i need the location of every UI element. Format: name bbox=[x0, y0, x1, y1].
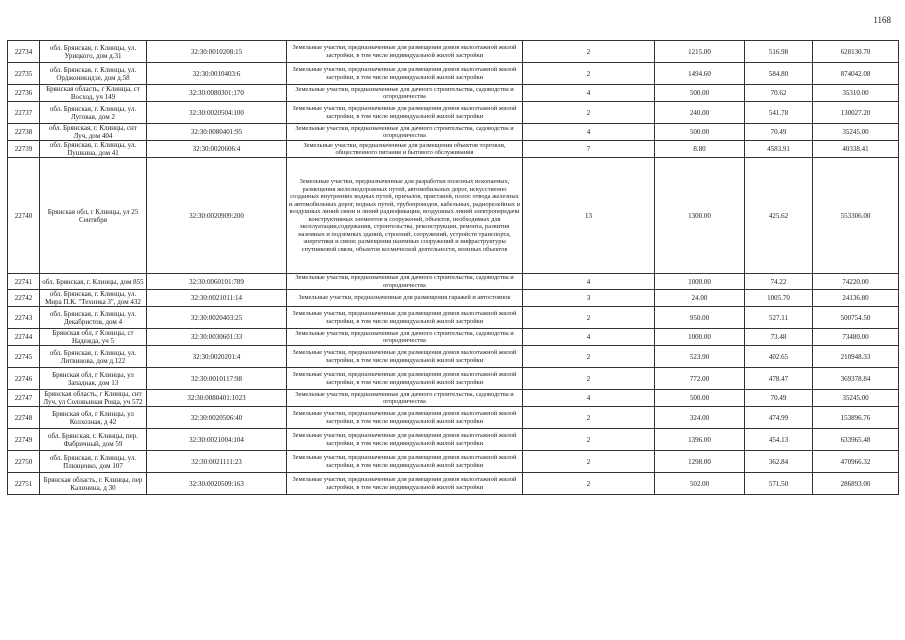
row-cadastral-number: 32:30:0080401:95 bbox=[147, 124, 287, 141]
row-land-use-purpose: Земельные участки, предназначенные для размещения домов малоэтажной жилой застройки, в том числе индивидуальной жилой застройки bbox=[287, 473, 523, 495]
row-address: Брянская обл, г Клинцы, ул Колхозная, д 42 bbox=[40, 407, 147, 429]
row-area: 1215.00 bbox=[655, 41, 745, 63]
row-specific-value: 584.80 bbox=[745, 63, 813, 85]
table-row bbox=[8, 429, 899, 451]
row-specific-value: 454.13 bbox=[745, 429, 813, 451]
row-land-use-purpose: Земельные участки, предназначенные для размещения домов малоэтажной жилой застройки, в том числе индивидуальной жилой застройки bbox=[287, 307, 523, 329]
table-row bbox=[8, 346, 899, 368]
row-land-use-purpose: Земельные участки, предназначенные для размещения домов малоэтажной жилой застройки, в том числе индивидуальной жилой застройки bbox=[287, 346, 523, 368]
row-cadastral-value: 633965.48 bbox=[813, 429, 899, 451]
row-cadastral-value: 628130.70 bbox=[813, 41, 899, 63]
row-address: Брянская обл, г Клинцы, ул Западная, дом 13 bbox=[40, 368, 147, 390]
row-use-group: 4 bbox=[523, 329, 655, 346]
row-specific-value: 478.47 bbox=[745, 368, 813, 390]
row-specific-value: 70.62 bbox=[745, 85, 813, 102]
row-address: обл. Брянская, г. Клинцы, пер. Фабричный, дом 59 bbox=[40, 429, 147, 451]
table-row bbox=[8, 329, 899, 346]
row-cadastral-value: 286893.00 bbox=[813, 473, 899, 495]
row-address: обл. Брянская, г. Клинцы, ул. Луговая, дом 2 bbox=[40, 102, 147, 124]
row-specific-value: 70.49 bbox=[745, 124, 813, 141]
row-use-group: 2 bbox=[523, 307, 655, 329]
row-cadastral-number: 32:30:0010117:98 bbox=[147, 368, 287, 390]
row-area: 24.00 bbox=[655, 290, 745, 307]
table-row bbox=[8, 307, 899, 329]
row-cadastral-value: 553306.00 bbox=[813, 158, 899, 274]
row-use-group: 2 bbox=[523, 473, 655, 495]
table-row bbox=[8, 85, 899, 102]
row-address: обл. Брянская, г. Клинцы, ул. Орджоникидзе, дом д.58 bbox=[40, 63, 147, 85]
row-code: 22740 bbox=[8, 158, 40, 274]
row-area: 772.00 bbox=[655, 368, 745, 390]
row-land-use-purpose: Земельные участки, предназначенные для разработки полезных ископаемых, размещения железнодорожных путей, автомобильных дорог, искусственно созданных внутренних водных путей, причалов, пристаней, полос отвода железных и автомобильных дорог, водных путей, трубопроводов, кабельных, радиорелейных и воздушных линий связи и линий радиофикации, воздушных линий электропередачи конструктивных элементов и сооружений, объектов, необходимых для эксплуатации,содержания, строительства, реконструкции, ремонта, развития наземных и подземных зданий, строений, сооружений, устройств транспорта, энергетики и связи; размещения наземных сооружений и инфраструктуры спутниковой связи, объектов космической деятельности, военных объектов bbox=[287, 158, 523, 274]
row-area: 500.00 bbox=[655, 390, 745, 407]
row-address: обл. Брянская, г. Клинцы, ул. Урицкого, дом д.31 bbox=[40, 41, 147, 63]
row-code: 22748 bbox=[8, 407, 40, 429]
table-row bbox=[8, 390, 899, 407]
row-specific-value: 74.22 bbox=[745, 274, 813, 290]
row-cadastral-number: 32:30:0010208:15 bbox=[147, 41, 287, 63]
row-cadastral-number: 32:30:0080301:170 bbox=[147, 85, 287, 102]
row-area: 500.00 bbox=[655, 85, 745, 102]
row-code: 22750 bbox=[8, 451, 40, 473]
row-area: 523.90 bbox=[655, 346, 745, 368]
cadastral-valuation-table bbox=[7, 40, 899, 495]
row-code: 22751 bbox=[8, 473, 40, 495]
row-specific-value: 362.84 bbox=[745, 451, 813, 473]
row-use-group: 4 bbox=[523, 390, 655, 407]
row-area: 240.00 bbox=[655, 102, 745, 124]
row-use-group: 4 bbox=[523, 85, 655, 102]
row-cadastral-value: 153896.76 bbox=[813, 407, 899, 429]
table-row bbox=[8, 473, 899, 495]
row-area: 324.00 bbox=[655, 407, 745, 429]
table-row bbox=[8, 158, 899, 274]
row-cadastral-number: 32:30:0021004:104 bbox=[147, 429, 287, 451]
row-specific-value: 425.62 bbox=[745, 158, 813, 274]
table-row bbox=[8, 41, 899, 63]
row-cadastral-value: 210948.33 bbox=[813, 346, 899, 368]
row-cadastral-number: 32:30:0020509:163 bbox=[147, 473, 287, 495]
row-cadastral-value: 40338.41 bbox=[813, 141, 899, 158]
row-cadastral-number: 32:30:0020403:25 bbox=[147, 307, 287, 329]
row-cadastral-number: 32:30:0020506:40 bbox=[147, 407, 287, 429]
row-land-use-purpose: Земельные участки, предназначенные для размещения домов малоэтажной жилой застройки, в том числе индивидуальной жилой застройки bbox=[287, 63, 523, 85]
row-area: 1000.00 bbox=[655, 274, 745, 290]
table-body bbox=[8, 41, 899, 495]
row-specific-value: 1005.70 bbox=[745, 290, 813, 307]
row-use-group: 2 bbox=[523, 368, 655, 390]
row-cadastral-number: 32:30:0020201:4 bbox=[147, 346, 287, 368]
row-cadastral-number: 32:30:0060101:789 bbox=[147, 274, 287, 290]
row-code: 22736 bbox=[8, 85, 40, 102]
row-address: обл. Брянская, г. Клинцы, дом 855 bbox=[40, 274, 147, 290]
page-number: 1168 bbox=[873, 15, 891, 25]
row-specific-value: 516.98 bbox=[745, 41, 813, 63]
row-code: 22734 bbox=[8, 41, 40, 63]
row-use-group: 7 bbox=[523, 141, 655, 158]
row-specific-value: 70.49 bbox=[745, 390, 813, 407]
row-code: 22749 bbox=[8, 429, 40, 451]
row-use-group: 2 bbox=[523, 429, 655, 451]
row-code: 22737 bbox=[8, 102, 40, 124]
row-use-group: 2 bbox=[523, 407, 655, 429]
row-area: 1494.60 bbox=[655, 63, 745, 85]
table-row bbox=[8, 63, 899, 85]
row-cadastral-number: 32:30:0010403:6 bbox=[147, 63, 287, 85]
row-code: 22742 bbox=[8, 290, 40, 307]
row-code: 22739 bbox=[8, 141, 40, 158]
row-code: 22746 bbox=[8, 368, 40, 390]
row-cadastral-value: 35245.00 bbox=[813, 390, 899, 407]
row-cadastral-number: 32:30:0080401:1023 bbox=[147, 390, 287, 407]
row-address: обл. Брянская, г. Клинцы, ул. Декабристов, дом 4 bbox=[40, 307, 147, 329]
row-code: 22743 bbox=[8, 307, 40, 329]
row-code: 22744 bbox=[8, 329, 40, 346]
table-row bbox=[8, 290, 899, 307]
row-specific-value: 402.65 bbox=[745, 346, 813, 368]
row-address: обл. Брянская, г. Клинцы, ул. Мира П.К. "Техника 3", дом 432 bbox=[40, 290, 147, 307]
row-area: 1000.00 bbox=[655, 329, 745, 346]
row-area: 1300.00 bbox=[655, 158, 745, 274]
row-land-use-purpose: Земельные участки, предназначенные для размещения домов малоэтажной жилой застройки, в том числе индивидуальной жилой застройки bbox=[287, 41, 523, 63]
row-use-group: 2 bbox=[523, 346, 655, 368]
row-land-use-purpose: Земельные участки, предназначенные для дачного строительства, садоводства и огородничества bbox=[287, 390, 523, 407]
row-land-use-purpose: Земельные участки, предназначенные для размещения домов малоэтажной жилой застройки, в том числе индивидуальной жилой застройки bbox=[287, 429, 523, 451]
row-address: Брянская обл, г Клинцы, ул 25 Сентября bbox=[40, 158, 147, 274]
row-cadastral-value: 24136.80 bbox=[813, 290, 899, 307]
table-row bbox=[8, 451, 899, 473]
row-area: 1298.00 bbox=[655, 451, 745, 473]
row-cadastral-value: 874042.08 bbox=[813, 63, 899, 85]
row-specific-value: 527.11 bbox=[745, 307, 813, 329]
row-land-use-purpose: Земельные участки, предназначенные для дачного строительства, садоводства и огородничества bbox=[287, 124, 523, 141]
row-specific-value: 571.50 bbox=[745, 473, 813, 495]
table-row bbox=[8, 141, 899, 158]
row-area: 950.00 bbox=[655, 307, 745, 329]
row-cadastral-value: 130027.20 bbox=[813, 102, 899, 124]
row-address: Брянская область, г Клинцы, ст Восход, уч 149 bbox=[40, 85, 147, 102]
row-cadastral-value: 369378.84 bbox=[813, 368, 899, 390]
table-row bbox=[8, 368, 899, 390]
row-area: 1396.00 bbox=[655, 429, 745, 451]
row-address: обл. Брянская, г. Клинцы, снт Луч, дом 404 bbox=[40, 124, 147, 141]
row-cadastral-value: 74220.00 bbox=[813, 274, 899, 290]
row-land-use-purpose: Земельные участки, предназначенные для размещения гаражей и автостоянок bbox=[287, 290, 523, 307]
row-cadastral-number: 32:30:0020606:4 bbox=[147, 141, 287, 158]
row-land-use-purpose: Земельные участки, предназначенные для размещения домов малоэтажной жилой застройки, в том числе индивидуальной жилой застройки bbox=[287, 368, 523, 390]
row-use-group: 2 bbox=[523, 102, 655, 124]
row-cadastral-number: 32:30:0020504:100 bbox=[147, 102, 287, 124]
row-specific-value: 73.48 bbox=[745, 329, 813, 346]
row-area: 502.00 bbox=[655, 473, 745, 495]
row-cadastral-value: 35310.00 bbox=[813, 85, 899, 102]
row-code: 22745 bbox=[8, 346, 40, 368]
row-cadastral-value: 73480.00 bbox=[813, 329, 899, 346]
table-row bbox=[8, 124, 899, 141]
row-cadastral-number: 32:30:0030601:33 bbox=[147, 329, 287, 346]
row-land-use-purpose: Земельные участки, предназначенные для дачного строительства, садоводства и огородничества bbox=[287, 274, 523, 290]
row-code: 22741 bbox=[8, 274, 40, 290]
row-code: 22735 bbox=[8, 63, 40, 85]
row-use-group: 2 bbox=[523, 451, 655, 473]
row-land-use-purpose: Земельные участки, предназначенные для дачного строительства, садоводства и огородничества bbox=[287, 85, 523, 102]
table-row bbox=[8, 102, 899, 124]
row-land-use-purpose: Земельные участки, предназначенные для размещения домов малоэтажной жилой застройки, в том числе индивидуальной жилой застройки bbox=[287, 407, 523, 429]
table-row bbox=[8, 274, 899, 290]
row-use-group: 13 bbox=[523, 158, 655, 274]
row-code: 22747 bbox=[8, 390, 40, 407]
row-area: 8.80 bbox=[655, 141, 745, 158]
row-address: обл. Брянская, г. Клинцы, ул. Литвинова, дом д.122 bbox=[40, 346, 147, 368]
row-use-group: 3 bbox=[523, 290, 655, 307]
row-address: Брянская область, г. Клинцы, пер Калинина, д 30 bbox=[40, 473, 147, 495]
row-code: 22738 bbox=[8, 124, 40, 141]
row-land-use-purpose: Земельные участки, предназначенные для размещения домов малоэтажной жилой застройки, в том числе индивидуальной жилой застройки bbox=[287, 451, 523, 473]
row-land-use-purpose: Земельные участки, предназначенные для дачного строительства, садоводства и огородничества bbox=[287, 329, 523, 346]
row-area: 500.00 bbox=[655, 124, 745, 141]
row-cadastral-number: 32:30:0020909:200 bbox=[147, 158, 287, 274]
row-use-group: 2 bbox=[523, 63, 655, 85]
row-address: Брянская область, г Клинцы, снт Луч, ул Соловьиная Роща, уч 572 bbox=[40, 390, 147, 407]
row-use-group: 2 bbox=[523, 41, 655, 63]
row-land-use-purpose: Земельные участки, предназначенные для размещения домов малоэтажной жилой застройки, в том числе индивидуальной жилой застройки bbox=[287, 102, 523, 124]
row-address: обл. Брянская, г. Клинцы, ул. Плющенко, дом 107 bbox=[40, 451, 147, 473]
row-cadastral-number: 32:30:0021111:23 bbox=[147, 451, 287, 473]
row-use-group: 4 bbox=[523, 124, 655, 141]
table-row bbox=[8, 407, 899, 429]
row-specific-value: 474.99 bbox=[745, 407, 813, 429]
row-specific-value: 4583.91 bbox=[745, 141, 813, 158]
row-specific-value: 541.78 bbox=[745, 102, 813, 124]
row-land-use-purpose: Земельные участки, предназначенные для размещения объектов торговли, общественного питания и бытового обслуживания bbox=[287, 141, 523, 158]
row-cadastral-value: 500754.50 bbox=[813, 307, 899, 329]
row-address: Брянская обл, г Клинцы, ст Надежда, уч 5 bbox=[40, 329, 147, 346]
row-cadastral-value: 35245.00 bbox=[813, 124, 899, 141]
row-cadastral-value: 470966.32 bbox=[813, 451, 899, 473]
row-cadastral-number: 32:30:0021011:14 bbox=[147, 290, 287, 307]
row-use-group: 4 bbox=[523, 274, 655, 290]
row-address: обл. Брянская, г. Клинцы, ул. Пушкина, дом 41 bbox=[40, 141, 147, 158]
